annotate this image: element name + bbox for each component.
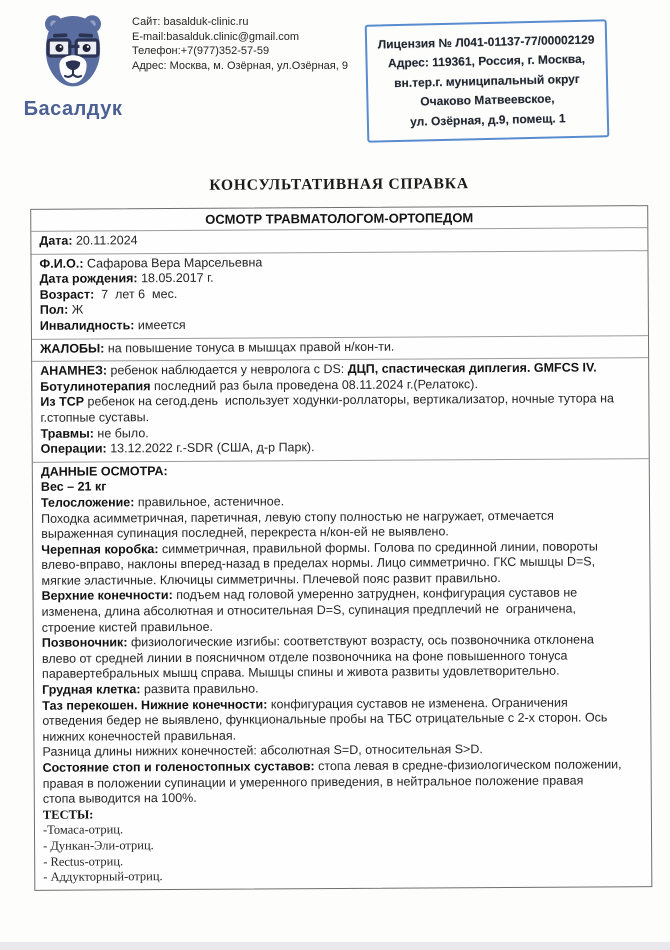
text-line: Телефон:+7(977)352-57-59 bbox=[132, 45, 270, 58]
text-line: вн.тер.г. муниципальный округ bbox=[394, 71, 580, 90]
text-line: - Дункан-Эли-отриц. bbox=[43, 838, 154, 853]
text-line: Таз перекошен. Нижние конечности: конфигурация суставов не изменена. Ограничения bbox=[42, 695, 568, 713]
text-line: Травмы: не было. bbox=[40, 425, 149, 441]
text-line: Дата рождения: 18.05.2017 г. bbox=[39, 270, 214, 287]
text-line: Черепная коробка: симметричная, правильной формы. Голова по срединной линии, повороты bbox=[41, 539, 598, 557]
text-line: Пол: Ж bbox=[39, 302, 84, 318]
text-line: влево от средней линии в поясничном отделе позвоночника на фоне повышенного тонуса bbox=[41, 648, 568, 666]
text-line: Инвалидность: имеется bbox=[39, 317, 186, 333]
patient-info-block bbox=[31, 250, 648, 339]
text-line: правая в положении супинации и умеренного приведения, в нейтральное положение правая bbox=[42, 773, 584, 791]
text-line: Дата: 20.11.2024 bbox=[39, 233, 138, 248]
text-line: Верхние конечности: подъем над головой умеренно затруднен, конфигурация суставов не bbox=[41, 586, 578, 604]
text-line: E-mail:basalduk.clinic@gmail.com bbox=[132, 30, 300, 43]
text-line: Позвоночник: физиологические изгибы: соответствуют возрасту, ось позвоночника отклонена bbox=[41, 632, 594, 651]
text-line: нижних конечностей правильная. bbox=[42, 728, 237, 744]
document-title: КОНСУЛЬТАТИВНАЯ СПРАВКА bbox=[209, 175, 469, 194]
text-line: Адрес: 119361, Россия, г. Москва, bbox=[387, 52, 586, 71]
scan-edge-strip bbox=[0, 942, 670, 950]
anamnesis-block bbox=[32, 357, 649, 461]
text-line: Ботулинотерапия последний раз была проведена 08.11.2024 г.(Релатокс). bbox=[40, 376, 478, 394]
text-line: Адрес: Москва, м. Озёрная, ул.Озёрная, 9 bbox=[132, 59, 348, 72]
text-line: - Аддукторный-отриц. bbox=[43, 869, 163, 884]
report-section-header: ОСМОТР ТРАВМАТОЛОГОМ-ОРТОПЕДОМ bbox=[205, 210, 474, 227]
text-line: изменена, длина абсолютная и относительная D=S, супинация предплечий не ограничена, bbox=[41, 601, 576, 619]
text-line: ЖАЛОБЫ: на повышение тонуса в мышцах правой н/кон-ти. bbox=[40, 339, 395, 356]
bear-logo-icon bbox=[33, 12, 113, 92]
text-line: Телосложение: правильное, астеничное. bbox=[40, 494, 285, 510]
text-line: - Rectus-отриц. bbox=[43, 853, 124, 869]
text-line: -Томаса-отриц. bbox=[42, 822, 124, 838]
text-line: выраженная супинация последней, перекреста н/кон-ей не выявлено. bbox=[41, 524, 449, 541]
text-line: ДАННЫЕ ОСМОТРА: bbox=[40, 463, 168, 479]
text-line: Ф.И.О.: Сафарова Вера Марсельевна bbox=[39, 255, 263, 271]
license-stamp bbox=[365, 19, 610, 142]
text-line: Состояние стоп и голеностопных суставов: стопа левая в средне-физиологическом положении, bbox=[42, 757, 622, 775]
text-line: Походка асимметричная, паретичная, левую стопу полностью не нагружает, отмечается bbox=[41, 508, 554, 526]
text-line: Вес – 21 кг bbox=[40, 479, 107, 495]
text-line: мягкие эластичные. Ключицы симметричны. Плечевой пояс развит правильно. bbox=[41, 570, 501, 588]
text-line: Возраст: 7 лет 6 мес. bbox=[39, 286, 178, 302]
brand-name: Басалдук bbox=[23, 98, 123, 120]
text-line: ул. Озёрная, д.9, помещ. 1 bbox=[410, 110, 566, 129]
text-line: влево-вправо, наклоны вперед-назад в пределах нормы. Лицо симметрично. ГКС мышцы D=S, bbox=[41, 554, 596, 573]
text-line: паравертебральных мышц справа. Мышцы спины и живота развиты удовлетворительно. bbox=[41, 664, 560, 682]
text-line: ТЕСТЫ: bbox=[42, 807, 94, 822]
text-line: Лицензия № Л041-01137-77/00002129 bbox=[377, 32, 595, 52]
report-table bbox=[30, 205, 652, 891]
report-body bbox=[30, 174, 652, 891]
text-line: строение кистей правильное. bbox=[41, 619, 214, 635]
text-line: Разница длины нижних конечностей: абсолютная S=D, относительная S>D. bbox=[42, 742, 483, 760]
clinic-logo bbox=[20, 12, 126, 121]
text-line: Очаково Матвеевское, bbox=[420, 91, 555, 109]
examination-block bbox=[33, 458, 652, 890]
text-line: Из ТСР ребенок на сегод.день использует ходунки-роллаторы, вертикализатор, ночные тутора на bbox=[40, 391, 614, 410]
text-line: отведения бедер не выявлено, функциональные пробы на ТБС отрицательные с 2-х сторон. Ось bbox=[42, 710, 608, 729]
text-line: г.стопные суставы. bbox=[40, 410, 150, 425]
text-line: Грудная клетка: развита правильно. bbox=[42, 681, 259, 697]
clinic-contacts bbox=[132, 15, 348, 73]
text-line: стопа выводится на 100%. bbox=[42, 791, 197, 807]
text-line: Операции: 13.12.2022 г.-SDR (США, д-р Парк). bbox=[40, 440, 315, 456]
text-line: АНАМНЕЗ: ребенок наблюдается у невролога с DS: ДЦП, спастическая диплегия. GMFCS IV. bbox=[40, 360, 597, 378]
text-line: Сайт: basalduk-clinic.ru bbox=[132, 16, 249, 28]
